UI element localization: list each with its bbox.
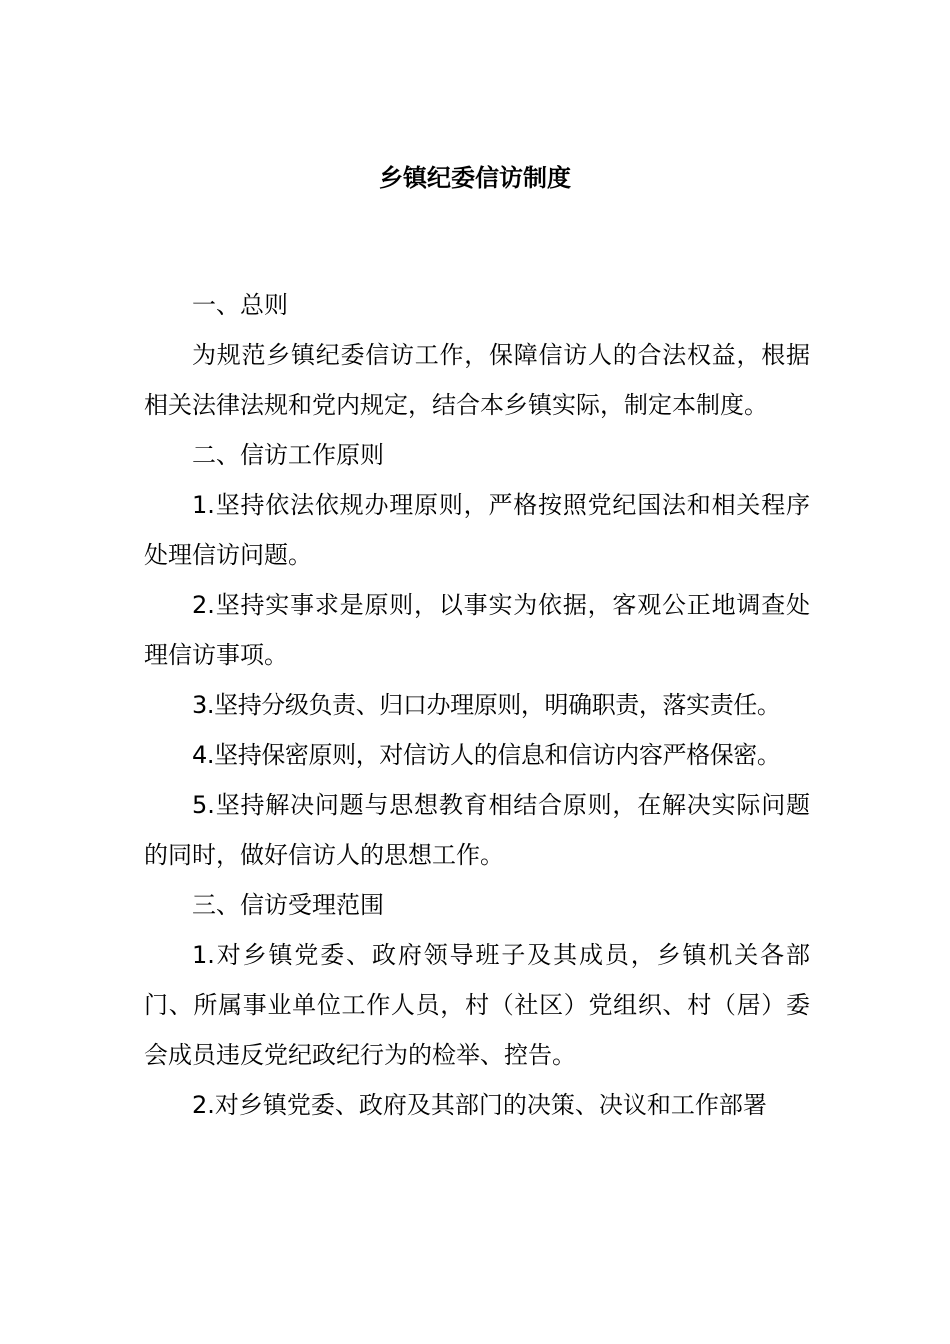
principle-item-3: 3.坚持分级负责、归口办理原则，明确职责，落实责任。 — [192, 691, 781, 719]
scope-item-1: 1.对乡镇党委、政府领导班子及其成员，乡镇机关各部门、所属事业单位工作人员，村（社区）党组织、村（居）委会成员违反党纪政纪行为的检举、控告。 — [144, 941, 810, 1069]
principle-item-2: 2.坚持实事求是原则，以事实为依据，客观公正地调查处理信访事项。 — [144, 591, 810, 669]
principle-item-5: 5.坚持解决问题与思想教育相结合原则，在解决实际问题的同时，做好信访人的思想工作。 — [144, 791, 810, 869]
scope-item-2: 2.对乡镇党委、政府及其部门的决策、决议和工作部署 — [192, 1091, 767, 1119]
principle-item-1: 1.坚持依法依规办理原则，严格按照党纪国法和相关程序处理信访问题。 — [144, 491, 810, 569]
document-body — [144, 280, 810, 1130]
principle-item-4: 4.坚持保密原则，对信访人的信息和信访内容严格保密。 — [192, 741, 781, 769]
section-heading-scope: 三、信访受理范围 — [192, 891, 384, 919]
document-title: 乡镇纪委信访制度 — [379, 164, 571, 192]
section-heading-general: 一、总则 — [192, 291, 288, 319]
section-heading-principles: 二、信访工作原则 — [192, 441, 384, 469]
paragraph-purpose: 为规范乡镇纪委信访工作，保障信访人的合法权益，根据相关法律法规和党内规定，结合本乡镇实际，制定本制度。 — [144, 341, 810, 419]
